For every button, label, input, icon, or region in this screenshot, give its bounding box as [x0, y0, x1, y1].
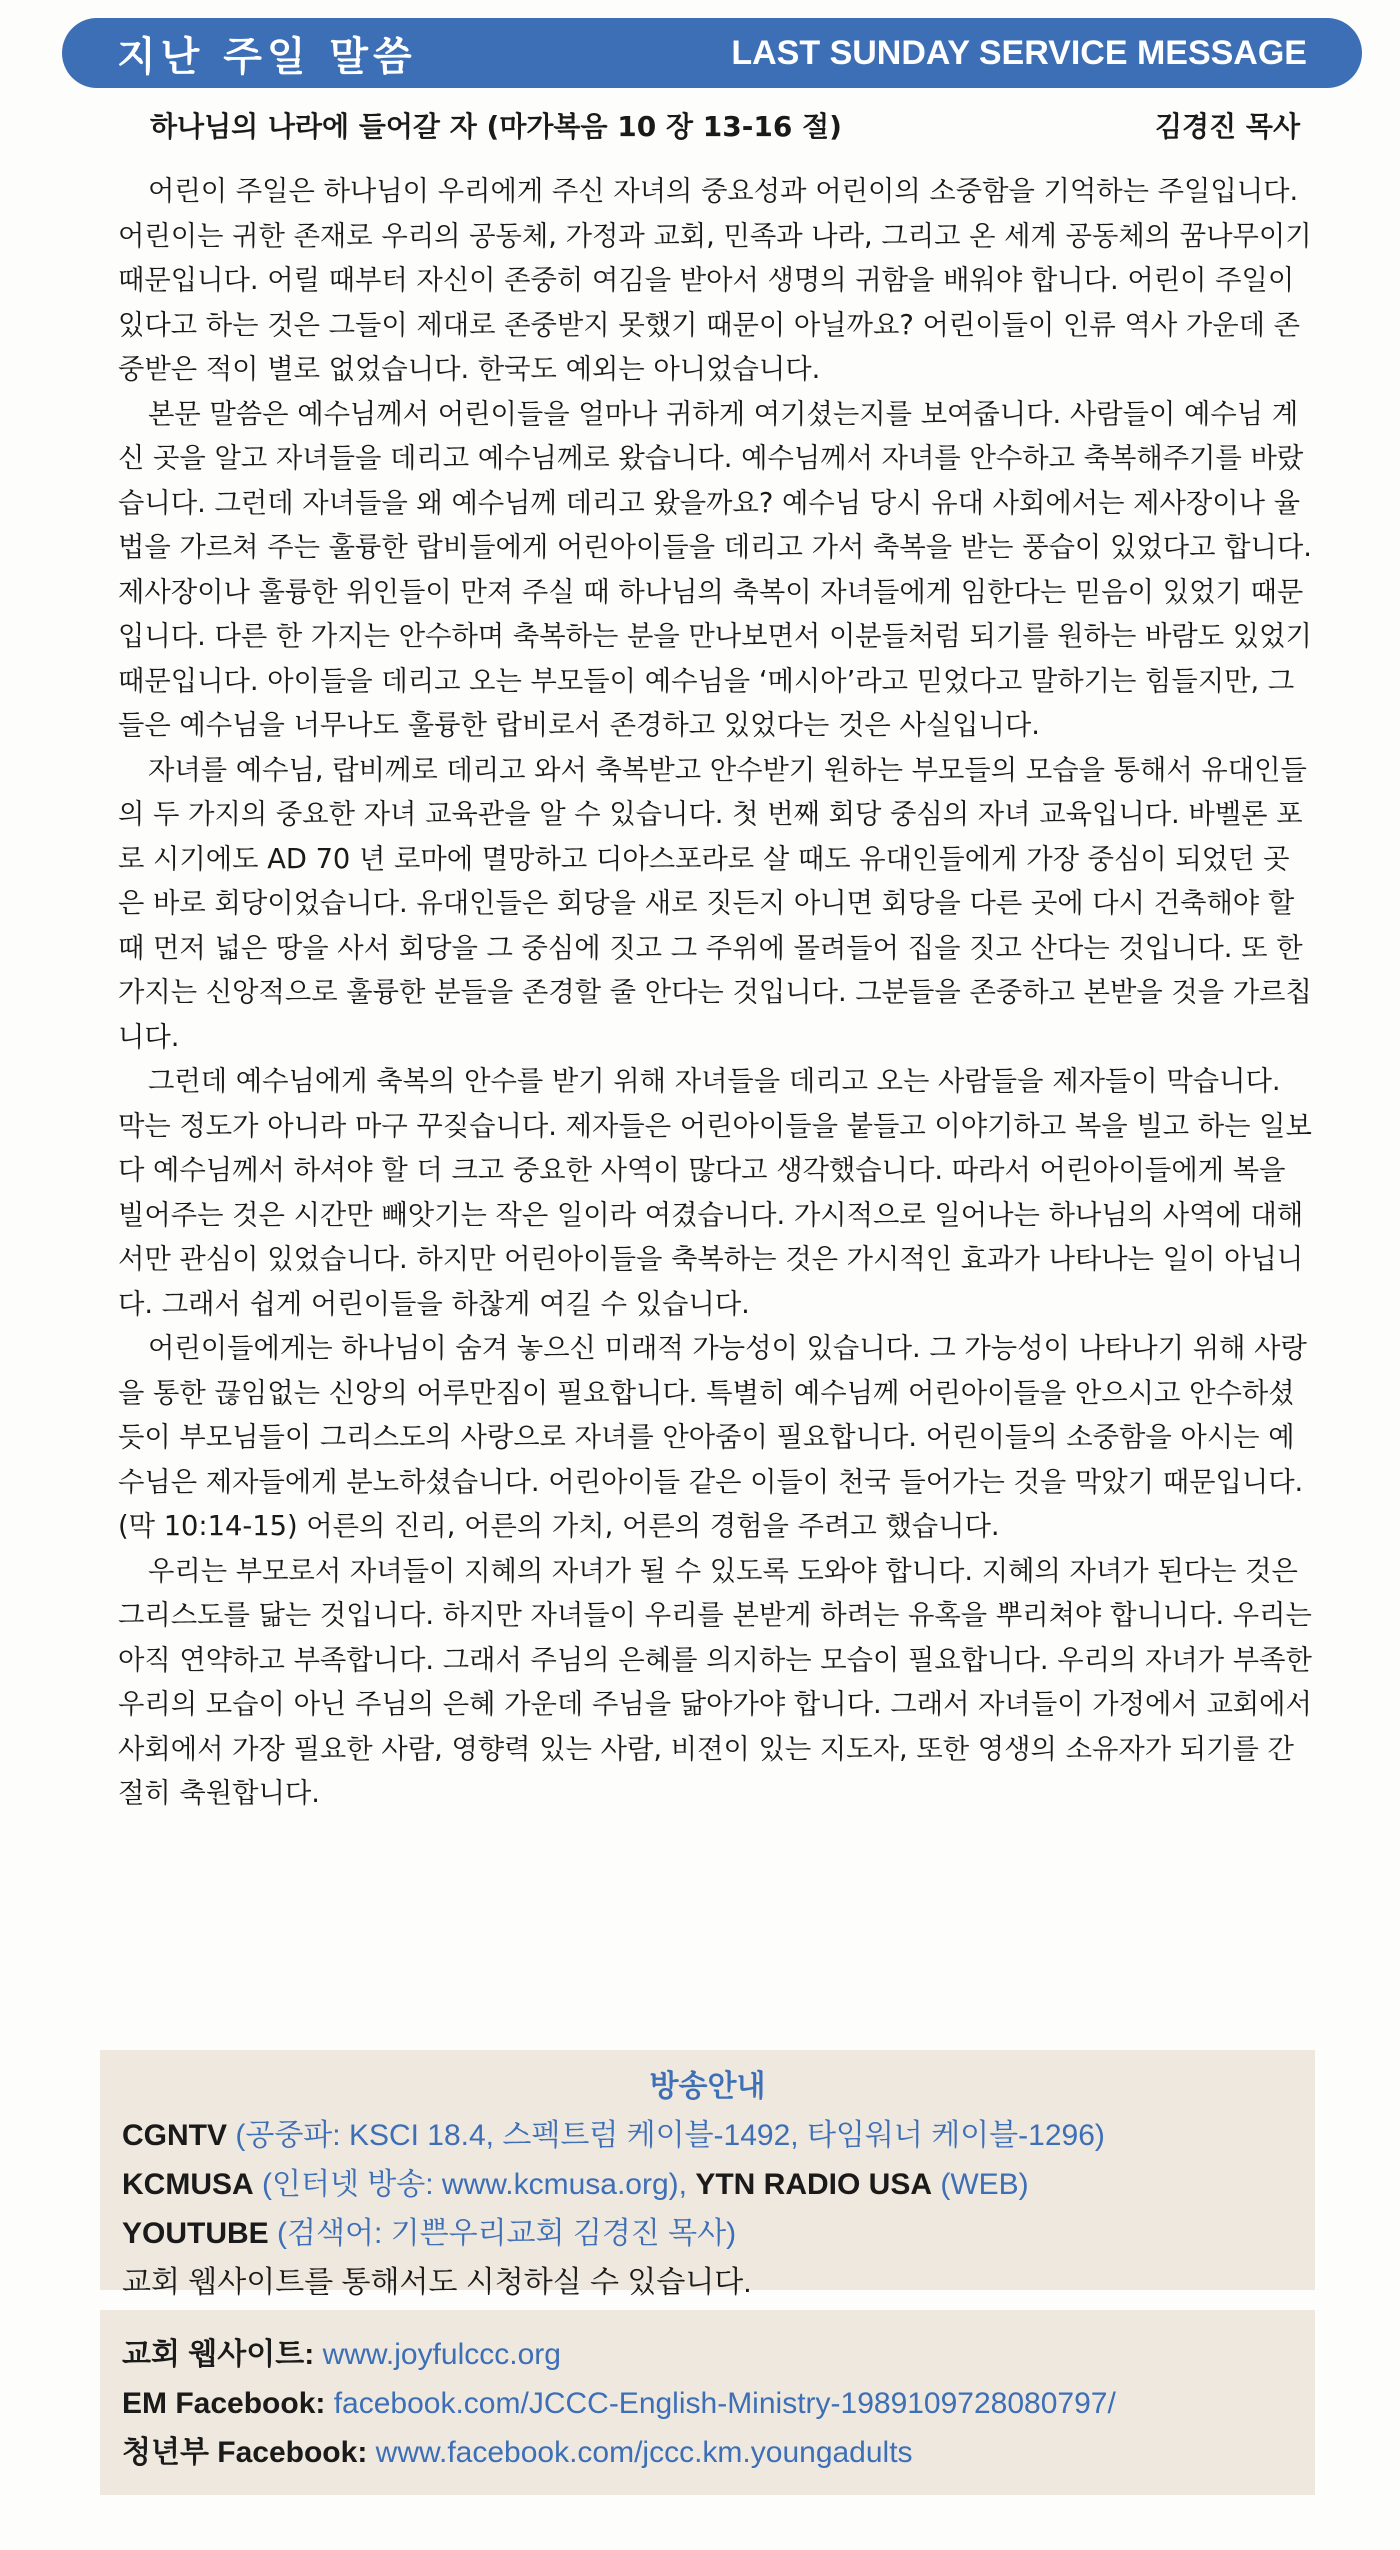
channel-name: KCMUSA — [122, 2168, 254, 2201]
youth-facebook-link[interactable]: www.facebook.com/jccc.km.youngadults — [375, 2436, 913, 2469]
channel-detail: (공중파: KSCI 18.4, 스펙트럼 케이블-1492, 타임워너 케이블-1296) — [235, 2119, 1105, 2152]
sermon-paragraph: 자녀를 예수님, 랍비께로 데리고 와서 축복받고 안수받기 원하는 부모들의 모습을 통해서 유대인들의 두 가지의 중요한 자녀 교육관을 알 수 있습니다. 첫 번째 회당 중심의 자녀 교육입니다. 바벨론 포로 시기에도 AD 70 년 로마에 멸망하고 디아스포라로 살 때도 유대인들에게 가장 중심이 되었던 곳은 바로 회당이었습니다. 유대인들은 회당을 새로 짓든지 아니면 회당을 다른 곳에 다시 건축해야 할 때 먼저 넓은 땅을 사서 회당을 그 중심에 짓고 그 주위에 몰려들어 집을 짓고 산다는 것입니다. 또 한 가지는 신앙적으로 훌륭한 분들을 존경할 줄 안다는 것입니다. 그분들을 존중하고 본받을 것을 가르칩니다. — [118, 754, 1312, 1053]
channel-detail: (검색어: 기쁜우리교회 김경진 목사) — [277, 2217, 737, 2250]
banner-title-korean: 지난 주일 말씀 — [117, 33, 417, 80]
broadcast-youtube — [122, 2209, 1293, 2258]
link-label: 청년부 Facebook: — [122, 2436, 368, 2469]
link-label: EM Facebook: — [122, 2387, 326, 2420]
broadcast-info-box — [100, 2050, 1315, 2299]
sermon-heading — [150, 100, 1300, 150]
channel-name: YTN RADIO USA — [695, 2168, 932, 2201]
website-link[interactable]: www.joyfulccc.org — [322, 2338, 561, 2371]
broadcast-note: 교회 웹사이트를 통해서도 시청하실 수 있습니다. — [122, 2266, 752, 2299]
channel-detail: (인터넷 방송: www.kcmusa.org), — [262, 2168, 687, 2201]
broadcast-cgntv — [122, 2111, 1293, 2160]
channel-name: CGNTV — [122, 2119, 227, 2152]
youth-facebook-row — [122, 2428, 1293, 2477]
website-row — [122, 2330, 1293, 2379]
banner-title-english: LAST SUNDAY SERVICE MESSAGE — [731, 33, 1307, 72]
sermon-paragraph: 본문 말씀은 예수님께서 어린이들을 얼마나 귀하게 여기셨는지를 보여줍니다. 사람들이 예수님 계신 곳을 알고 자녀들을 데리고 예수님께로 왔습니다. 예수님께서 자녀를 안수하고 축복해주기를 바랐습니다. 그런데 자녀들을 왜 예수님께 데리고 왔을까요? 예수님 당시 유대 사회에서는 제사장이나 율법을 가르쳐 주는 훌륭한 랍비들에게 어린아이들을 데리고 가서 축복을 받는 풍습이 있었다고 합니다. 제사장이나 훌륭한 위인들이 만져 주실 때 하나님의 축복이 자녀들에게 임한다는 믿음이 있었기 때문입니다. 다른 한 가지는 안수하며 축복하는 분을 만나보면서 이분들처럼 되기를 원하는 바람도 있었기 때문입니다. 아이들을 데리고 오는 부모들이 예수님을 ‘메시아’라고 믿었다고 말하기는 힘들지만, 그들은 예수님을 너무나도 훌륭한 랍비로서 존경하고 있었다는 것은 사실입니다. — [118, 398, 1312, 741]
channel-name: YOUTUBE — [122, 2217, 269, 2250]
sermon-paragraph: 우리는 부모로서 자녀들이 지혜의 자녀가 될 수 있도록 도와야 합니다. 지혜의 자녀가 된다는 것은 그리스도를 닮는 것입니다. 하지만 자녀들이 우리를 본받게 하려는 유혹을 뿌리쳐야 합니니다. 우리는 아직 연약하고 부족합니다. 그래서 주님의 은혜를 의지하는 모습이 필요합니다. 우리의 자녀가 부족한 우리의 모습이 아닌 주님의 은혜 가운데 주님을 닮아가야 합니다. 그래서 자녀들이 가정에서 교회에서 사회에서 가장 필요한 사람, 영향력 있는 사람, 비젼이 있는 지도자, 또한 영생의 소유자가 되기를 간절히 축원합니다. — [118, 1555, 1312, 1809]
sermon-title: 하나님의 나라에 들어갈 자 (마가복음 10 장 13-16 절) — [150, 110, 842, 143]
broadcast-kcmusa-ytn — [122, 2160, 1293, 2209]
sermon-paragraph: 그런데 예수님에게 축복의 안수를 받기 위해 자녀들을 데리고 오는 사람들을 제자들이 막습니다. 막는 정도가 아니라 마구 꾸짖습니다. 제자들은 어린아이들을 붙들고 이야기하고 복을 빌고 하는 일보다 예수님께서 하셔야 할 더 크고 중요한 사역이 많다고 생각했습니다. 따라서 어린아이들에게 복을 빌어주는 것은 시간만 빼앗기는 작은 일이라 여겼습니다. 가시적으로 일어나는 하나님의 사역에 대해서만 관심이 있었습니다. 하지만 어린아이들을 축복하는 것은 가시적인 효과가 나타나는 일이 아닙니다. 그래서 쉽게 어린이들을 하찮게 여길 수 있습니다. — [118, 1066, 1312, 1320]
sermon-body — [118, 170, 1313, 1817]
church-links-box — [100, 2310, 1315, 2495]
channel-detail: (WEB) — [940, 2168, 1029, 2201]
em-facebook-row — [122, 2379, 1293, 2428]
sermon-paragraph: 어린이 주일은 하나님이 우리에게 주신 자녀의 중요성과 어린이의 소중함을 기억하는 주일입니다. 어린이는 귀한 존재로 우리의 공동체, 가정과 교회, 민족과 나라, 그리고 온 세계 공동체의 꿈나무이기 때문입니다. 어릴 때부터 자신이 존중히 여김을 받아서 생명의 귀함을 배워야 합니다. 어린이 주일이 있다고 하는 것은 그들이 제대로 존중받지 못했기 때문이 아닐까요? 어린이들이 인류 역사 가운데 존중받은 적이 별로 없었습니다. 한국도 예외는 아니었습니다. — [118, 176, 1312, 385]
sermon-preacher: 김경진 목사 — [1155, 110, 1300, 143]
sermon-paragraph: 어린이들에게는 하나님이 숨겨 놓으신 미래적 가능성이 있습니다. 그 가능성이 나타나기 위해 사랑을 통한 끊임없는 신앙의 어루만짐이 필요합니다. 특별히 예수님께 어린아이들을 안으시고 안수하셨듯이 부모님들이 그리스도의 사랑으로 자녀를 안아줌이 필요합니다. 어린이들의 소중함을 아시는 예수님은 제자들에게 분노하셨습니다. 어린아이들 같은 이들이 천국 들어가는 것을 막았기 때문입니다. (막 10:14-15) 어른의 진리, 어른의 가치, 어른의 경험을 주려고 했습니다. — [118, 1333, 1307, 1542]
link-label: 교회 웹사이트: — [122, 2338, 315, 2371]
section-banner — [62, 18, 1362, 88]
em-facebook-link[interactable]: facebook.com/JCCC-English-Ministry-1989109728080797/ — [333, 2387, 1116, 2420]
broadcast-title: 방송안내 — [649, 2070, 766, 2103]
